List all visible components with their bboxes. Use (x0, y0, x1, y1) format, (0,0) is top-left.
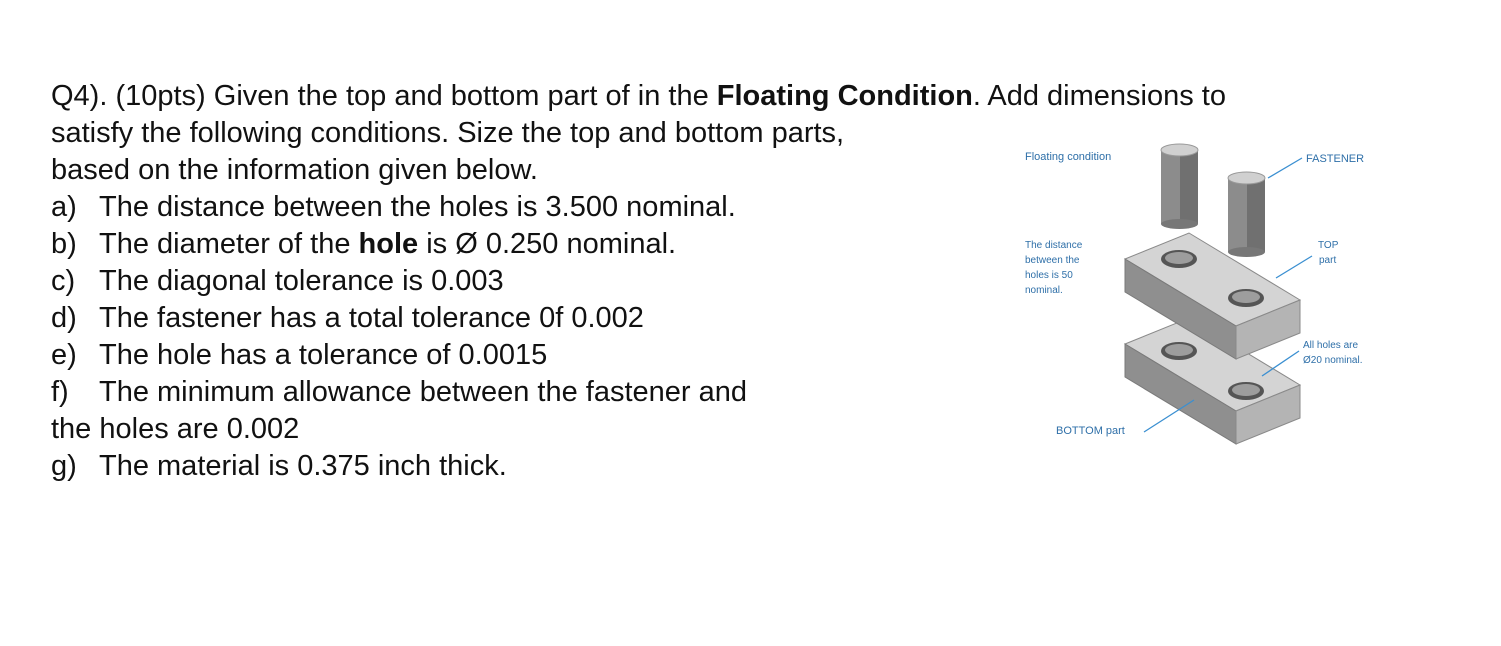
bottom-part-leader (1144, 400, 1194, 432)
item-text: The fastener has a total tolerance 0f 0.002 (99, 302, 644, 334)
question-line-3: based on the information given below. (51, 154, 538, 186)
item-letter: f) (51, 376, 69, 408)
item-letter: e) (51, 339, 77, 371)
item-text: The distance between the holes is 3.500 nominal. (99, 191, 736, 223)
item-text: The minimum allowance between the fastener and (99, 376, 748, 408)
bottom-part-label: BOTTOM part (1056, 425, 1125, 437)
item-text (99, 226, 676, 263)
question-line-2: satisfy the following conditions. Size the top and bottom parts, (51, 117, 845, 149)
item-letter: b) (51, 228, 77, 260)
figure-title: Floating condition (1025, 151, 1112, 163)
floating-condition-figure (1018, 138, 1388, 458)
holes-label-2: Ø20 nominal. (1303, 355, 1363, 366)
item-text-pre: The diameter of the (99, 228, 359, 260)
distance-label-3: holes is 50 (1025, 270, 1073, 281)
item-letter: a) (51, 191, 77, 223)
item-letter: g) (51, 450, 77, 482)
hole-bold: hole (358, 228, 419, 260)
holes-label-1: All holes are (1303, 340, 1359, 351)
fastener-left (1161, 144, 1198, 229)
question-intro: Q4). (10pts) Given the top and bottom part of in the (51, 80, 717, 112)
figure-svg (1018, 138, 1388, 458)
item-text-post: is Ø 0.250 nominal. (418, 228, 677, 260)
top-part-label-1: TOP (1318, 240, 1339, 251)
fastener-leader (1268, 158, 1302, 178)
floating-condition-bold: Floating Condition (716, 80, 973, 112)
holes-leader (1262, 351, 1299, 376)
fastener-label: FASTENER (1306, 153, 1365, 165)
item-text: The hole has a tolerance of 0.0015 (99, 339, 548, 371)
item-letter: d) (51, 302, 77, 334)
distance-label-2: between the (1025, 255, 1080, 266)
condition-f-continued: the holes are 0.002 (51, 413, 300, 445)
top-part-leader (1276, 256, 1312, 278)
item-text: The material is 0.375 inch thick. (99, 450, 507, 482)
item-text: The diagonal tolerance is 0.003 (99, 265, 504, 297)
question-line-1 (51, 78, 1371, 115)
fastener-right (1228, 172, 1265, 257)
item-letter: c) (51, 265, 76, 297)
distance-label-4: nominal. (1025, 285, 1063, 296)
question-intro-end: . Add dimensions to (972, 80, 1226, 112)
distance-label-1: The distance (1025, 240, 1083, 251)
top-part-label-2: part (1319, 255, 1337, 266)
